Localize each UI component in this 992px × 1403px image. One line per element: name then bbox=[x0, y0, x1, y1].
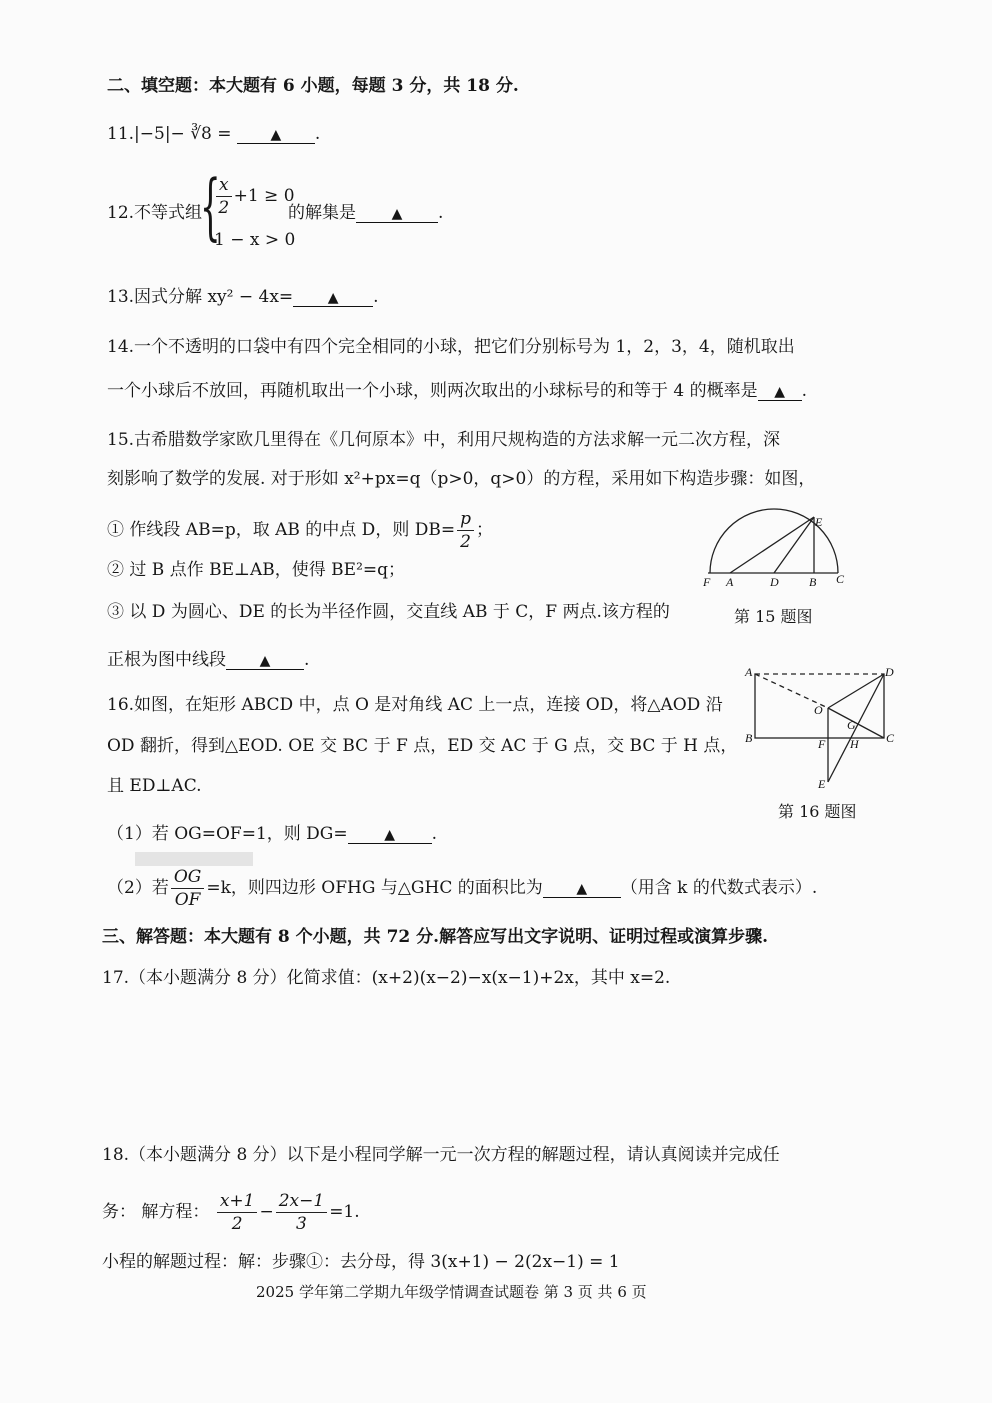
answer-blank-16-1[interactable]: ▲ bbox=[348, 827, 432, 844]
label-b: B bbox=[809, 575, 817, 589]
figure-15-caption: 第 15 题图 bbox=[734, 607, 813, 626]
label-c: C bbox=[886, 731, 895, 745]
question-12-suffix: 的解集是 ▲ . bbox=[288, 203, 444, 223]
question-16-line-3: 且 ED⊥AC. bbox=[107, 776, 202, 796]
label-f: F bbox=[703, 575, 711, 589]
question-18-line-1: 18.（本小题满分 8 分）以下是小程同学解一元一次方程的解题过程，请认真阅读并完成任 bbox=[102, 1145, 780, 1165]
label-a: A bbox=[745, 665, 753, 679]
question-15-step-1: ① 作线段 AB=p，取 AB 的中点 D，则 DB= $\frac{p}{2}$ ； bbox=[107, 509, 493, 552]
question-16-sub-1: （1）若 OG=OF=1，则 DG= ▲ . bbox=[107, 824, 438, 844]
label-f: F bbox=[818, 737, 826, 751]
figure-16 bbox=[740, 662, 900, 794]
answer-blank-13[interactable]: ▲ bbox=[293, 290, 373, 307]
question-15-line-1: 15.古希腊数学家欧几里得在《几何原本》中，利用尺规构造的方法求解一元二次方程，深 bbox=[107, 430, 781, 450]
question-13: 13.因式分解 xy² − 4x= ▲ . bbox=[107, 287, 379, 307]
answer-blank-12[interactable]: ▲ bbox=[356, 206, 438, 223]
question-15-step-2: ② 过 B 点作 BE⊥AB，使得 BE²=q； bbox=[107, 560, 406, 580]
question-15-step-3: ③ 以 D 为圆心、DE 的长为半径作圆，交直线 AB 于 C，F 两点.该方程的 bbox=[107, 602, 670, 622]
question-11: 11.|−5|− ∛8 = ▲ . bbox=[107, 124, 321, 144]
scan-artifact bbox=[135, 852, 253, 866]
answer-blank-14[interactable]: ▲ bbox=[758, 384, 802, 401]
label-b: B bbox=[745, 731, 753, 745]
answer-blank-15[interactable]: ▲ bbox=[226, 653, 304, 670]
answer-blank-11[interactable]: ▲ bbox=[237, 127, 315, 144]
label-d: D bbox=[770, 575, 779, 589]
system-line-1: $\frac{x}{2}$ +1 ≥ 0 bbox=[214, 174, 295, 219]
label-c: C bbox=[836, 572, 845, 586]
question-16-sub-2: （2）若 $\frac{OG}{OF}$ =k，则四边形 OFHG 与△GHC 的面积比为 ▲ （用含 k 的代数式表示）. bbox=[107, 867, 818, 910]
label-e: E bbox=[815, 515, 823, 529]
question-14-line-2: 一个小球后不放回，再随机取出一个小球，则两次取出的小球标号的和等于 4 的概率是 ▲ . bbox=[107, 381, 808, 401]
figure-15 bbox=[700, 505, 850, 590]
question-15-last-line: 正根为图中线段 ▲ . bbox=[107, 650, 310, 670]
answer-blank-16-2[interactable]: ▲ bbox=[543, 881, 621, 898]
system-line-2: 1 − x > 0 bbox=[214, 230, 296, 250]
label-a: A bbox=[726, 575, 734, 589]
question-16-line-2: OD 翻折，得到△EOD. OE 交 BC 于 F 点，ED 交 AC 于 G 点，交 BC 于 H 点， bbox=[107, 736, 738, 756]
page-footer: 2025 学年第二学期九年级学情调查试题卷 第 3 页 共 6 页 bbox=[256, 1283, 647, 1301]
segment-ae bbox=[730, 517, 814, 573]
label-d: D bbox=[885, 665, 894, 679]
segment-de bbox=[774, 517, 814, 573]
label-g: G bbox=[847, 718, 856, 732]
question-15-line-2: 刻影响了数学的发展. 对于形如 x²+px=q（p>0，q>0）的方程，采用如下构造步骤：如图， bbox=[107, 469, 816, 489]
question-17: 17.（本小题满分 8 分）化简求值：(x+2)(x−2)−x(x−1)+2x，其中 x=2. bbox=[102, 968, 671, 988]
question-14-line-1: 14.一个不透明的口袋中有四个完全相同的小球，把它们分别标号为 1，2，3，4，随机取出 bbox=[107, 337, 795, 357]
section-2-heading: 二、填空题：本大题有 6 小题，每题 3 分，共 18 分. bbox=[107, 76, 519, 96]
figure-16-caption: 第 16 题图 bbox=[778, 802, 857, 821]
label-e: E bbox=[818, 777, 826, 791]
segment-de bbox=[828, 674, 884, 782]
question-18-equation: 务： 解方程： $\frac{x+1}{2}$ − $\frac{2x-1}{3}$ =1. bbox=[102, 1191, 360, 1234]
question-12-prefix: 12.不等式组 bbox=[107, 203, 203, 223]
segment-oc bbox=[828, 708, 884, 738]
question-16-line-1: 16.如图，在矩形 ABCD 中，点 O 是对角线 AC 上一点，连接 OD，将△AOD 沿 bbox=[107, 695, 723, 715]
question-18-solution-step-1: 小程的解题过程：解：步骤①：去分母，得 3(x+1) − 2(2x−1) = 1 bbox=[102, 1252, 620, 1272]
label-o: O bbox=[814, 703, 823, 717]
section-3-heading: 三、解答题：本大题有 8 个小题，共 72 分.解答应写出文字说明、证明过程或演算步骤. bbox=[102, 927, 768, 947]
system-brace: { bbox=[200, 164, 221, 248]
label-h: H bbox=[850, 737, 859, 751]
